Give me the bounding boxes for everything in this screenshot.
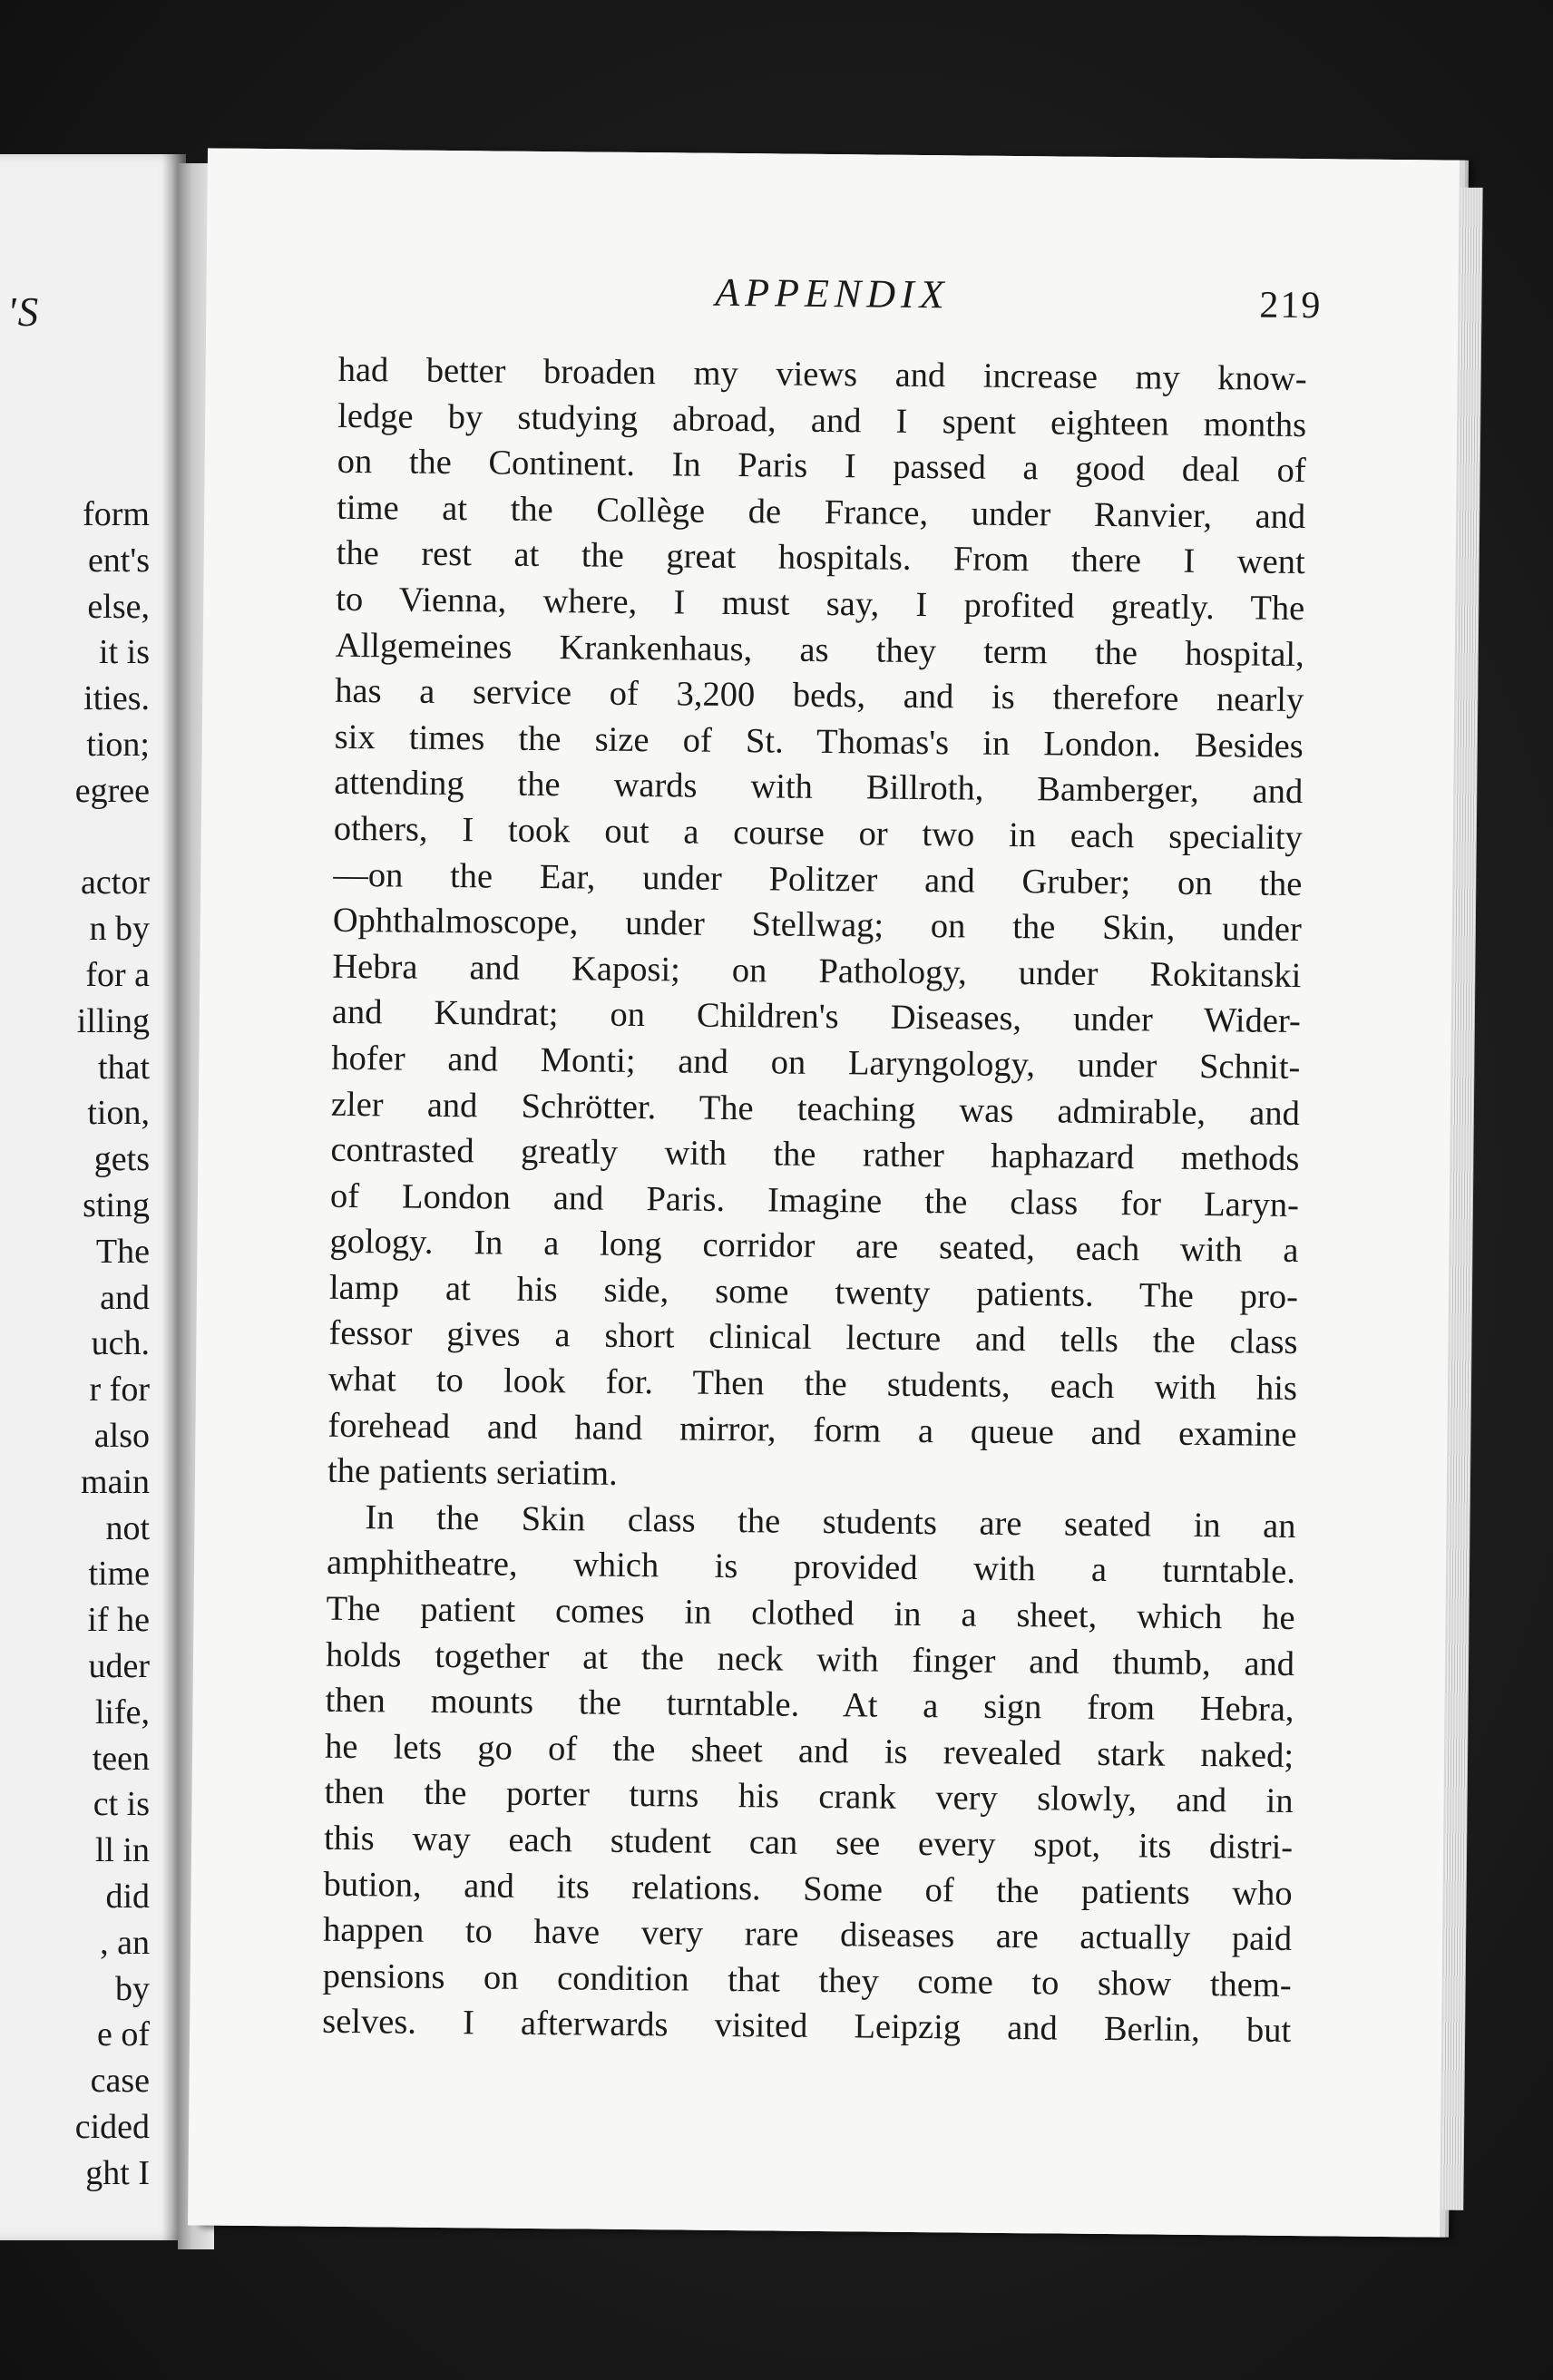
previous-page-line-fragment: if he bbox=[87, 1601, 150, 1640]
previous-page-line-fragment: that bbox=[98, 1048, 150, 1087]
previous-page-line-fragment: , an bbox=[100, 1923, 150, 1962]
previous-page-line-fragment: ght I bbox=[85, 2153, 150, 2192]
text-line: hofer and Monti; and on Laryngology, under Schnit- bbox=[331, 1039, 1301, 1087]
previous-page-line-fragment: The bbox=[95, 1232, 150, 1271]
previous-page-line-fragment: time bbox=[88, 1555, 150, 1594]
text-line: and Kundrat; on Children's Diseases, under Wider- bbox=[331, 993, 1302, 1041]
text-line: this way each student can see every spot, its distri- bbox=[323, 1819, 1294, 1867]
text-line: has a service of 3,200 beds, and is therefore nearly bbox=[335, 671, 1304, 720]
text-line: amphitheatre, which is provided with a turntable. bbox=[326, 1544, 1296, 1592]
previous-page-line-fragment: illing bbox=[76, 1001, 150, 1040]
text-line: Allgemeines Krankenhaus, as they term the hospital, bbox=[335, 626, 1304, 674]
previous-page-line-fragment: case bbox=[90, 2062, 150, 2101]
text-line: holds together at the neck with finger and thumb, and bbox=[325, 1635, 1295, 1683]
text-line: zler and Schrötter. The teaching was admirable, and bbox=[330, 1085, 1301, 1133]
previous-page-line-fragment: actor bbox=[81, 863, 150, 902]
paragraph bbox=[322, 1495, 1296, 2054]
previous-page-line-fragment: form bbox=[83, 495, 150, 533]
text-line: others, I took out a course or two in each speciality bbox=[333, 809, 1303, 857]
previous-page-line-fragment: egree bbox=[74, 771, 150, 810]
book-page bbox=[188, 148, 1460, 2237]
text-line: gology. In a long corridor are seated, each with a bbox=[329, 1223, 1299, 1271]
text-line: Hebra and Kaposi; on Pathology, under Rokitanski bbox=[332, 947, 1302, 995]
running-head: APPENDIX bbox=[715, 269, 950, 317]
previous-page-line-fragments bbox=[75, 492, 150, 2196]
previous-page-line-fragment: main bbox=[81, 1462, 150, 1501]
text-line: lamp at his side, some twenty patients. The pro- bbox=[328, 1268, 1299, 1316]
previous-page-line-fragment: also bbox=[93, 1416, 150, 1455]
text-line: contrasted greatly with the rather haphazard methods bbox=[330, 1130, 1300, 1179]
previous-page-line-fragment: uder bbox=[88, 1646, 150, 1685]
previous-page-line-fragment: life, bbox=[94, 1692, 150, 1731]
text-line: then the porter turns his crank very slowly, and in bbox=[324, 1773, 1294, 1821]
previous-page-line-fragment: e of bbox=[96, 2015, 150, 2054]
previous-page-line-fragment: for a bbox=[85, 955, 150, 994]
text-line: pensions on condition that they come to show them- bbox=[322, 1956, 1292, 2004]
text-line: In the Skin class the students are seated in an bbox=[365, 1498, 1296, 1546]
previous-page-fragment bbox=[0, 154, 186, 2240]
text-line: happen to have very rare diseases are actually paid bbox=[322, 1910, 1293, 1959]
text-line: on the Continent. In Paris I passed a good deal of bbox=[337, 443, 1306, 491]
text-line: to Vienna, where, I must say, I profited greatly. The bbox=[336, 580, 1305, 629]
previous-page-line-fragment: ll in bbox=[94, 1831, 150, 1870]
previous-page-header-fragment: 'S bbox=[7, 289, 41, 335]
previous-page-line-fragment: ct is bbox=[93, 1785, 150, 1824]
text-line: the patients seriatim. bbox=[327, 1452, 618, 1494]
previous-page-line-fragment: cided bbox=[74, 2107, 150, 2146]
previous-page-line-fragment: n by bbox=[89, 910, 150, 949]
body-text bbox=[322, 347, 1307, 2054]
previous-page-line-fragment: it is bbox=[99, 633, 150, 672]
previous-page-line-fragment: uch. bbox=[91, 1324, 150, 1363]
text-line: The patient comes in clothed in a sheet, which he bbox=[326, 1589, 1295, 1638]
page-number: 219 bbox=[1259, 284, 1323, 327]
previous-page-line-fragment: r for bbox=[89, 1370, 150, 1409]
text-line: forehead and hand mirror, form a queue and examine bbox=[327, 1406, 1297, 1454]
text-line: then mounts the turntable. At a sign from Hebra, bbox=[325, 1681, 1294, 1730]
previous-page-line-fragment: and bbox=[100, 1278, 150, 1317]
text-line: Ophthalmoscope, under Stellwag; on the Skin, under bbox=[332, 901, 1303, 950]
text-line: ledge by studying abroad, and I spent eighteen months bbox=[337, 396, 1307, 444]
previous-page-line-fragment: teen bbox=[92, 1739, 150, 1778]
text-line: the rest at the great hospitals. From there I went bbox=[336, 534, 1305, 582]
previous-page-line-fragment: gets bbox=[93, 1140, 150, 1179]
previous-page-line-fragment: did bbox=[105, 1877, 150, 1916]
text-line: had better broaden my views and increase my know- bbox=[337, 350, 1307, 399]
previous-page-line-fragment bbox=[75, 814, 150, 861]
text-line: six times the size of St. Thomas's in London. Besides bbox=[334, 717, 1304, 766]
text-line: bution, and its relations. Some of the patients who bbox=[323, 1865, 1293, 1913]
text-line: —on the Ear, under Politzer and Gruber; on the bbox=[333, 855, 1303, 903]
previous-page-line-fragment: by bbox=[115, 1969, 150, 2008]
text-line: time at the Collège de France, under Ranvier, and bbox=[337, 488, 1306, 536]
previous-page-line-fragment: else, bbox=[87, 587, 150, 626]
text-line: he lets go of the sheet and is revealed stark naked; bbox=[324, 1727, 1294, 1775]
paragraph bbox=[327, 347, 1307, 1504]
previous-page-line-fragment: ities. bbox=[83, 679, 150, 718]
text-line: what to look for. Then the students, each with his bbox=[327, 1360, 1298, 1409]
previous-page-line-fragment: ent's bbox=[87, 541, 150, 580]
text-line: fessor gives a short clinical lecture and tells the class bbox=[328, 1314, 1298, 1362]
previous-page-line-fragment: tion, bbox=[87, 1094, 150, 1133]
previous-page-line-fragment: not bbox=[105, 1508, 150, 1547]
previous-page-line-fragment: tion; bbox=[86, 725, 150, 764]
previous-page-line-fragment: sting bbox=[83, 1185, 150, 1224]
text-line: of London and Paris. Imagine the class for Laryn- bbox=[329, 1176, 1300, 1224]
text-line: selves. I afterwards visited Leipzig and Berlin, but bbox=[321, 2003, 1292, 2051]
text-line: attending the wards with Billroth, Bamberger, and bbox=[334, 764, 1304, 812]
